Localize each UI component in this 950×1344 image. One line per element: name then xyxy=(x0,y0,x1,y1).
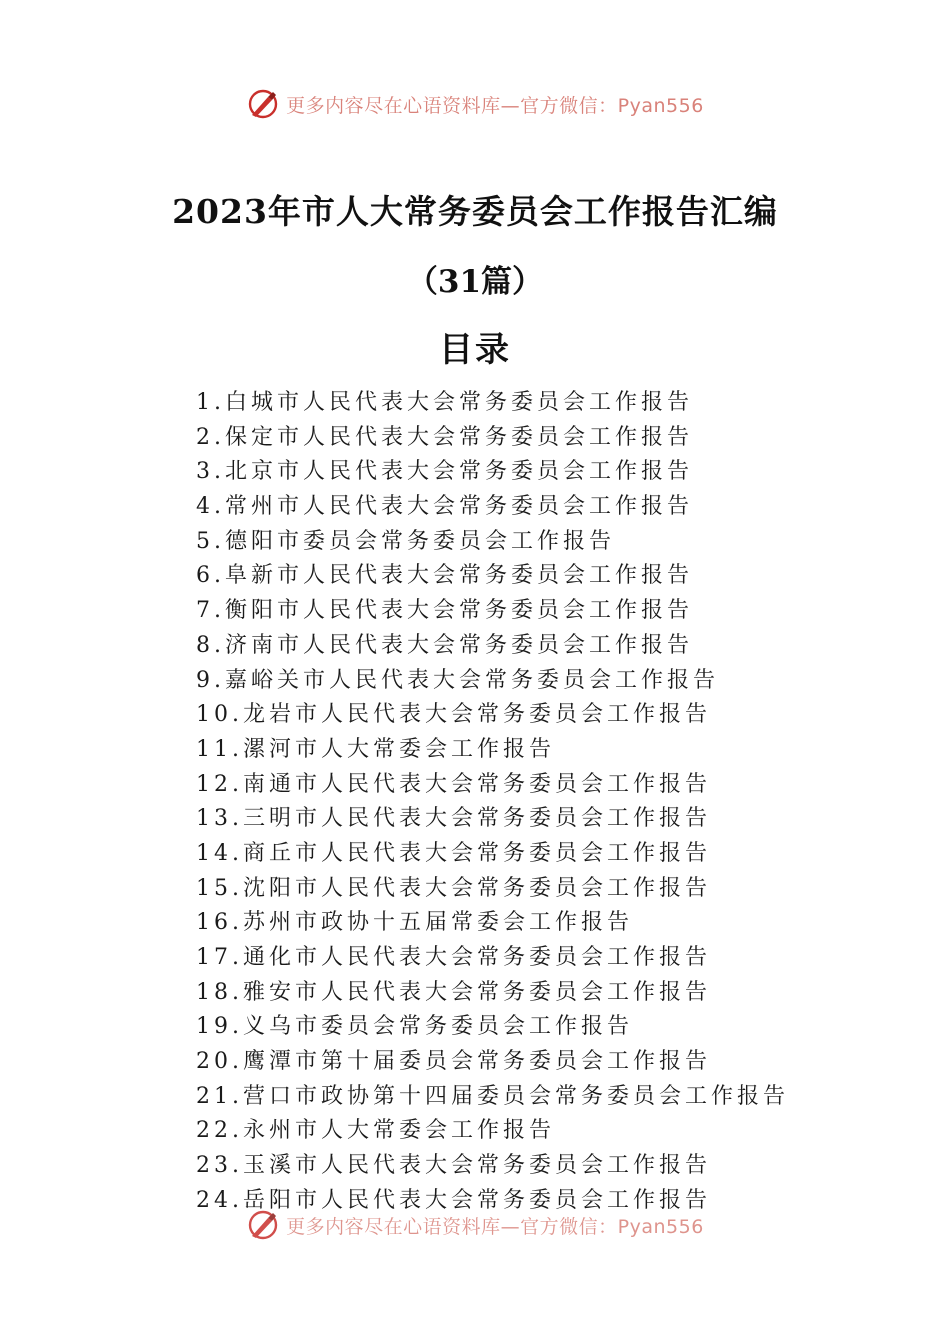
toc-item: 15.沈阳市人民代表大会常务委员会工作报告 xyxy=(196,875,711,901)
toc-heading: 目录 xyxy=(439,330,511,370)
toc-item: 18.雅安市人民代表大会常务委员会工作报告 xyxy=(196,979,711,1005)
toc-item: 16.苏州市政协十五届常委会工作报告 xyxy=(196,910,633,936)
toc-item: 23.玉溪市人民代表大会常务委员会工作报告 xyxy=(196,1153,711,1179)
toc-item: 20.鹰潭市第十届委员会常务委员会工作报告 xyxy=(196,1049,711,1075)
toc-item: 11.漯河市人大常委会工作报告 xyxy=(196,736,555,762)
toc-item: 17.通化市人民代表大会常务委员会工作报告 xyxy=(196,945,711,970)
toc-item: 13.三明市人民代表大会常务委员会工作报告 xyxy=(196,806,711,832)
toc-item: 12.南通市人民代表大会常务委员会工作报告 xyxy=(196,771,711,797)
watermark-text: 更多内容尽在心语资料库—官方微信：Pyan556 xyxy=(286,1215,704,1238)
pen-logo-icon xyxy=(246,87,280,121)
toc-item: 4.常州市人民代表大会常务委员会工作报告 xyxy=(196,494,693,520)
toc-item: 1.白城市人民代表大会常务委员会工作报告 xyxy=(196,390,693,415)
toc-item: 2.保定市人民代表大会常务委员会工作报告 xyxy=(196,424,693,450)
watermark-header xyxy=(0,86,950,122)
pen-logo-icon xyxy=(246,1208,280,1242)
document-title: 2023年市人大常务委员会工作报告汇编 xyxy=(172,192,778,231)
toc-item: 19.义乌市委员会常务委员会工作报告 xyxy=(196,1014,633,1040)
toc-item: 8.济南市人民代表大会常务委员会工作报告 xyxy=(196,632,693,658)
toc-item: 24.岳阳市人民代表大会常务委员会工作报告 xyxy=(196,1187,711,1213)
toc-item: 10.龙岩市人民代表大会常务委员会工作报告 xyxy=(196,702,711,728)
watermark-text: 更多内容尽在心语资料库—官方微信：Pyan556 xyxy=(286,94,704,117)
toc-item: 9.嘉峪关市人民代表大会常务委员会工作报告 xyxy=(196,667,719,693)
toc-list xyxy=(196,386,789,1219)
toc-item: 21.营口市政协第十四届委员会常务委员会工作报告 xyxy=(196,1083,789,1109)
watermark-footer xyxy=(0,1207,950,1243)
toc-item: 22.永州市人大常委会工作报告 xyxy=(196,1118,555,1144)
toc-item: 3.北京市人民代表大会常务委员会工作报告 xyxy=(196,459,693,485)
toc-item: 5.德阳市委员会常务委员会工作报告 xyxy=(196,528,615,554)
toc-item: 6.阜新市人民代表大会常务委员会工作报告 xyxy=(196,563,693,589)
toc-item: 7.衡阳市人民代表大会常务委员会工作报告 xyxy=(196,598,693,624)
document-subtitle: （31篇） xyxy=(406,264,544,300)
toc-item: 14.商丘市人民代表大会常务委员会工作报告 xyxy=(196,840,711,866)
